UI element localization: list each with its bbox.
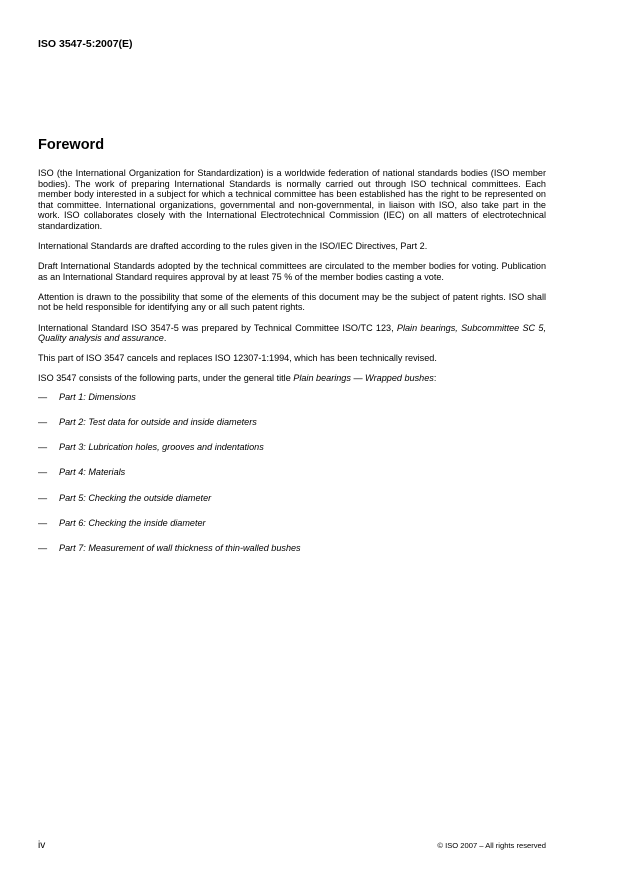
page-number: iv <box>38 840 46 851</box>
part-title: Part 1: Dimensions <box>59 391 136 402</box>
list-item <box>38 518 546 543</box>
list-item <box>38 442 546 467</box>
part-title: Part 7: Measurement of wall thickness of thin-walled bushes <box>59 543 301 554</box>
paragraph-parts-intro <box>38 373 546 384</box>
list-item <box>38 493 546 518</box>
list-dash: — <box>38 492 48 503</box>
part-title: Part 6: Checking the inside diameter <box>59 517 206 528</box>
paragraph-iso-federation: ISO (the International Organization for Standardization) is a worldwide federation of national standards bodies (ISO member bodies). The work of preparing International Standards is normally carried out through ISO technical committees. Each member body interested in a subject for which a technical committee has been established has the right to be represented on that committee. International organizations, governmental and non-governmental, in liaison with ISO, also take part in the work. ISO collaborates closely with the International Electrotechnical Commission (IEC) on all matters of electrotechnical standardization. <box>38 168 546 231</box>
list-dash: — <box>38 442 48 453</box>
committee-title: Plain bearings, Subcommittee SC 5, Quality analysis and assurance <box>38 322 546 344</box>
list-item <box>38 392 546 417</box>
parts-intro-text: ISO 3547 consists of the following parts, under the general title <box>38 373 294 384</box>
list-item <box>38 467 546 492</box>
part-title: Part 4: Materials <box>59 467 126 478</box>
list-dash: — <box>38 391 48 402</box>
parts-list <box>38 392 546 568</box>
paragraph-patent-rights: Attention is drawn to the possibility that some of the elements of this document may be the subject of patent rights. ISO shall not be held responsible for identifying any or all such patent rights. <box>38 291 546 313</box>
paragraph-prepared-by <box>38 323 546 344</box>
list-dash: — <box>38 417 48 428</box>
list-dash: — <box>38 467 48 478</box>
part-title: Part 2: Test data for outside and inside diameters <box>59 417 257 428</box>
paragraph-replaces: This part of ISO 3547 cancels and replaces ISO 12307-1:1994, which has been technically revised. <box>38 353 437 364</box>
document-id: ISO 3547-5:2007(E) <box>38 38 133 50</box>
paragraph-voting: Draft International Standards adopted by the technical committees are circulated to the member bodies for voting. Publication as an International Standard requires approval by at least 75 % of the member bodies casting a vote. <box>38 261 546 282</box>
part-title: Part 5: Checking the outside diameter <box>59 492 212 503</box>
prepared-by-end: . <box>163 333 167 344</box>
page-title: Foreword <box>38 137 105 153</box>
list-item <box>38 417 546 442</box>
list-item <box>38 543 546 568</box>
parts-intro-end: : <box>433 373 437 384</box>
copyright-notice: © ISO 2007 – All rights reserved <box>437 841 546 850</box>
list-dash: — <box>38 517 48 528</box>
paragraph-directives: International Standards are drafted according to the rules given in the ISO/IEC Directives, Part 2. <box>38 241 428 252</box>
foreword-body <box>38 168 546 568</box>
part-title: Part 3: Lubrication holes, grooves and indentations <box>59 442 264 453</box>
list-dash: — <box>38 543 48 554</box>
general-title: Plain bearings — Wrapped bushes <box>293 373 434 384</box>
prepared-by-text: International Standard ISO 3547-5 was prepared by Technical Committee ISO/TC 123, <box>38 322 397 333</box>
